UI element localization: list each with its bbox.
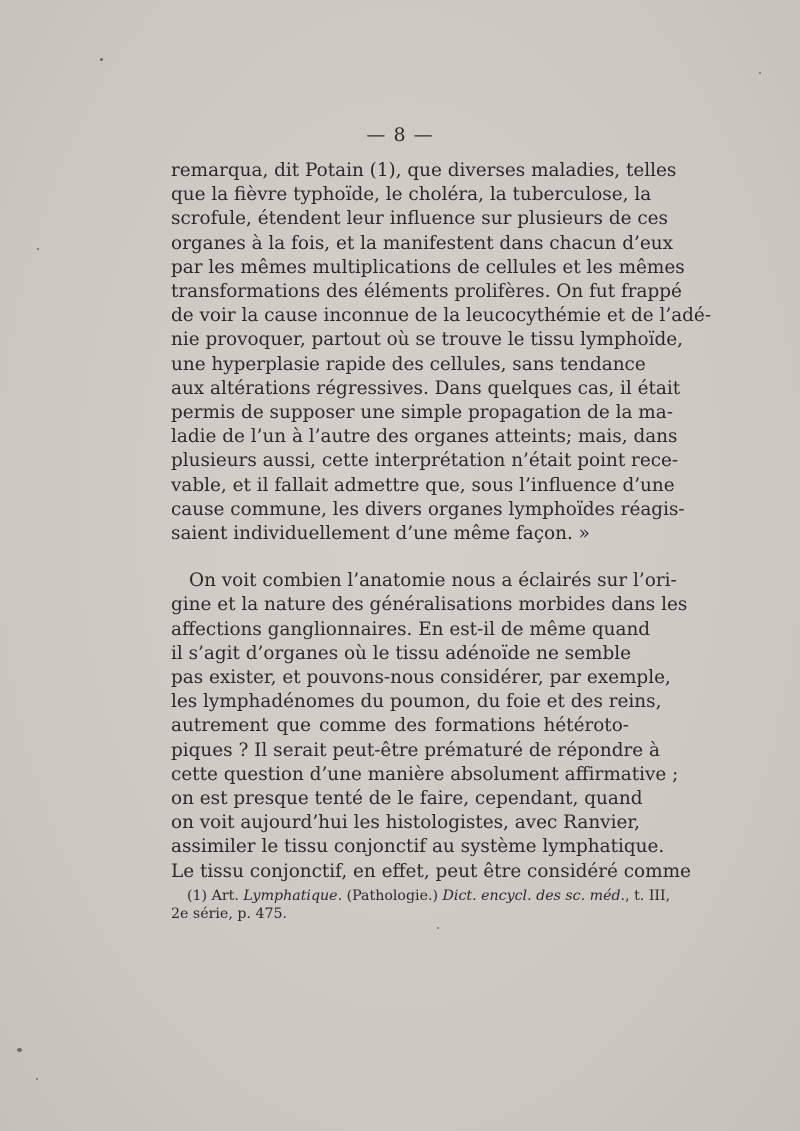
- text-line: une hyperplasie rapide des cellules, sans tendance: [171, 353, 646, 375]
- footnote-marker: (1): [187, 888, 208, 904]
- text-line: aux altérations régressives. Dans quelques cas, il était: [171, 377, 681, 399]
- text-line: vable, et il fallait admettre que, sous l’influence d’une: [171, 474, 675, 496]
- text-line: cause commune, les divers organes lymphoïdes réagis-: [171, 498, 685, 520]
- text-line: les lymphadénomes du poumon, du foie et des reins,: [171, 691, 662, 713]
- text-line: remarqua, dit Potain (1), que diverses maladies, telles: [171, 160, 677, 181]
- text-line: que la fièvre typhoïde, le choléra, la tuberculose, la: [171, 184, 652, 206]
- text-line: autrement que comme des formations hétéroto-: [171, 715, 629, 737]
- paper-speck: [36, 1078, 38, 1080]
- footnote-prefix: Art.: [211, 888, 239, 904]
- footnote-line-2: 2e série, p. 475.: [171, 906, 288, 922]
- footnote-article-title: Lymphatique.: [243, 888, 343, 904]
- text-line: ladie de l’un à l’autre des organes atteints; mais, dans: [171, 426, 678, 448]
- footnote-section: (Pathologie.): [346, 888, 439, 904]
- text-line: transformations des éléments prolifères. On fut frappé: [171, 281, 682, 303]
- text-line: gine et la nature des généralisations morbides dans les: [171, 594, 688, 616]
- text-line: nie provoquer, partout où se trouve le tissu lymphoïde,: [171, 329, 683, 351]
- text-line: Le tissu conjonctif, en effet, peut être considéré comme: [171, 860, 691, 882]
- text-line: on voit aujourd’hui les histologistes, avec Ranvier,: [171, 812, 640, 834]
- text-line: de voir la cause inconnue de la leucocythémie et de l’adé-: [171, 305, 712, 327]
- paper-speck: [17, 1048, 22, 1052]
- text-line: plusieurs aussi, cette interprétation n’était point rece-: [171, 450, 679, 472]
- text-line: piques ? Il serait peut-être prématuré de répondre à: [171, 739, 660, 761]
- text-line: saient individuellement d’une même façon. »: [171, 523, 590, 545]
- text-line: affections ganglionnaires. En est-il de même quand: [171, 618, 651, 640]
- paper-speck: [37, 248, 39, 250]
- paragraph-1: [171, 159, 712, 546]
- body-text: [171, 159, 712, 884]
- footnote-line-1: [171, 887, 671, 905]
- text-line: On voit combien l’anatomie nous a éclairés sur l’ori-: [189, 570, 677, 592]
- text-line: scrofule, étendent leur influence sur plusieurs de ces: [171, 208, 668, 230]
- text-line: assimiler le tissu conjonctif au système lymphatique.: [171, 836, 665, 858]
- text-line: organes à la fois, et la manifestent dans chacun d’eux: [171, 232, 673, 254]
- footnote-source: Dict. encycl. des sc. méd.: [442, 888, 626, 904]
- paper-speck: [437, 927, 439, 929]
- paper-speck: [100, 58, 103, 61]
- text-line: cette question d’une manière absolument affirmative ;: [171, 763, 679, 785]
- footnote: [171, 887, 671, 923]
- text-line: on est presque tenté de le faire, cependant, quand: [171, 788, 643, 810]
- page-number: — 8 —: [366, 124, 434, 146]
- text-line: par les mêmes multiplications de cellules et les mêmes: [171, 256, 685, 278]
- footnote-volume: , t. III,: [625, 888, 671, 904]
- text-line: il s’agit d’organes où le tissu adénoïde ne semble: [171, 642, 631, 664]
- paragraph-2: [171, 569, 691, 884]
- text-line: permis de supposer une simple propagation de la ma-: [171, 402, 673, 424]
- paper-speck: [759, 72, 761, 74]
- text-line: pas exister, et pouvons-nous considérer, par exemple,: [171, 667, 671, 689]
